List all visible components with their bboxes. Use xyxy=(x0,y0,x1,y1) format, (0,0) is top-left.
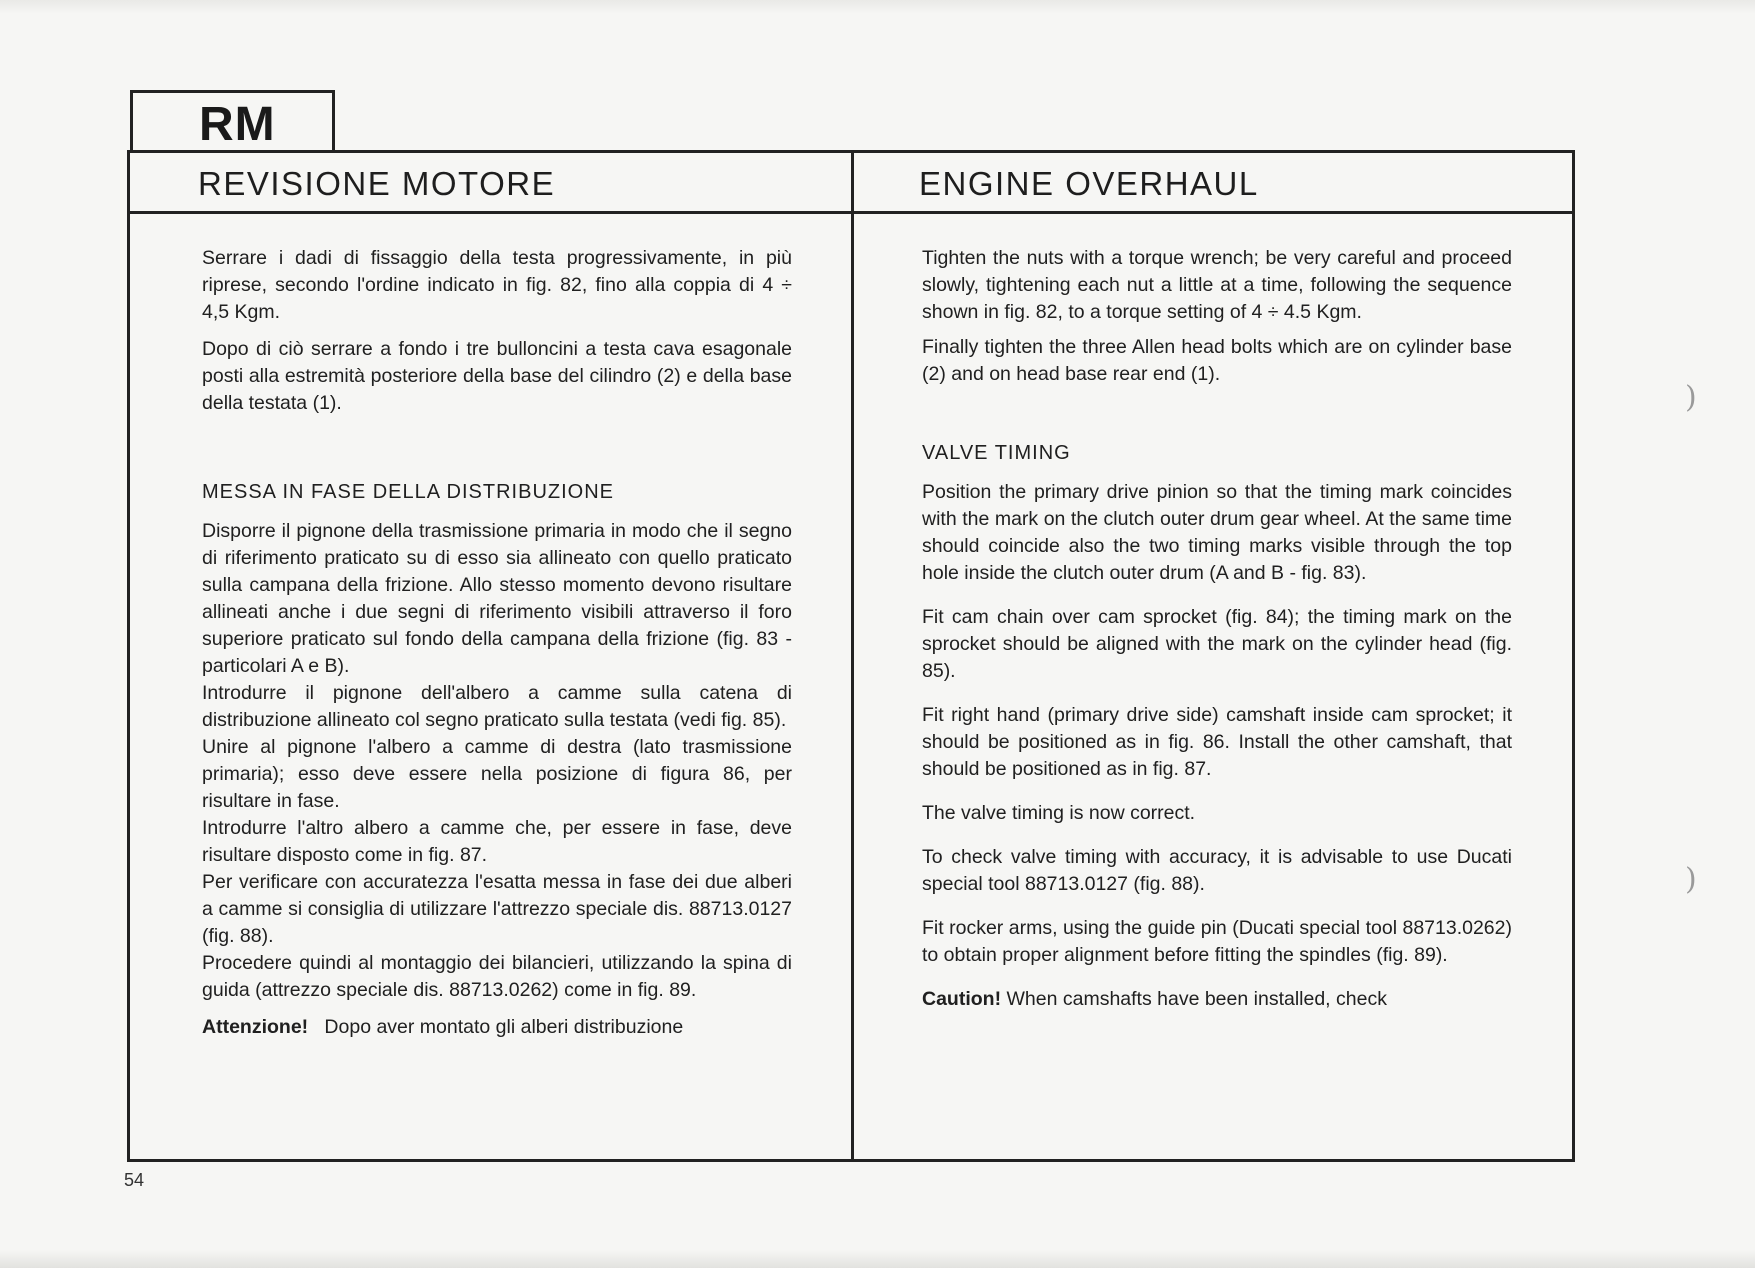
italian-column xyxy=(202,245,792,1051)
english-note-label: Caution! xyxy=(922,988,1002,1010)
italian-paragraph: Dopo di ciò serrare a fondo i tre bulloncini a testa cava esagonale posti alla estremità posteriore della base del cilindro (2) e della base della testata (1). xyxy=(202,338,792,414)
english-paragraph: Fit right hand (primary drive side) camshaft inside cam sprocket; it should be positioned as in fig. 86. Install the other camshaft, that should be positioned as in fig. 87. xyxy=(922,704,1512,780)
italian-paragraph: Procedere quindi al montaggio dei bilancieri, utilizzando la spina di guida (attrezzo speciale dis. 88713.0262) come in fig. 89. xyxy=(202,952,792,1001)
italian-paragraph: Unire al pignone l'albero a camme di destra (lato trasmissione primaria); esso deve essere nella posizione di figura 86, per risultare in fase. xyxy=(202,736,792,812)
page-edge-top xyxy=(0,0,1755,14)
section-tab xyxy=(130,90,335,152)
page-number: 54 xyxy=(124,1170,145,1190)
english-heading: ENGINE OVERHAUL xyxy=(919,165,1259,202)
italian-subheading: MESSA IN FASE DELLA DISTRIBUZIONE xyxy=(202,481,614,503)
english-note xyxy=(922,986,1512,1013)
italian-paragraph: Disporre il pignone della trasmissione primaria in modo che il segno di riferimento praticato su di esso sia allineato con quello praticato sulla campana della frizione. Allo stesso momento devono risultare allineati anche i due segni di riferimento visibili attraverso il foro superiore praticato sul fondo della campana della frizione (fig. 83 - particolari A e B). xyxy=(202,520,792,677)
english-note-text: When camshafts have been installed, check xyxy=(1006,988,1387,1010)
italian-paragraph: Introdurre il pignone dell'albero a camme sulla catena di distribuzione allineato col segno praticato sulla testata (vedi fig. 85). xyxy=(202,682,792,731)
english-paragraph: Fit cam chain over cam sprocket (fig. 84); the timing mark on the sprocket should be aligned with the mark on the cylinder head (fig. 85). xyxy=(922,606,1512,682)
english-paragraph: Fit rocker arms, using the guide pin (Ducati special tool 88713.0262) to obtain proper alignment before fitting the spindles (fig. 89). xyxy=(922,917,1512,966)
english-paragraph: Finally tighten the three Allen head bolts which are on cylinder base (2) and on head base rear end (1). xyxy=(922,336,1512,385)
binding-hole-mark: ) xyxy=(1685,380,1697,415)
column-divider xyxy=(851,153,854,1159)
italian-note-text: Dopo aver montato gli alberi distribuzione xyxy=(324,1016,684,1038)
italian-note-label: Attenzione! xyxy=(202,1016,309,1038)
page-edge-bottom xyxy=(0,1250,1755,1268)
content-frame xyxy=(127,150,1575,1162)
italian-paragraph: Per verificare con accuratezza l'esatta messa in fase dei due alberi a camme si consiglia di utilizzare l'attrezzo speciale dis. 88713.0127 (fig. 88). xyxy=(202,871,792,947)
english-paragraph: To check valve timing with accuracy, it is advisable to use Ducati special tool 88713.0127 (fig. 88). xyxy=(922,846,1512,895)
binding-hole-mark: ) xyxy=(1685,862,1697,897)
english-paragraph: Position the primary drive pinion so that the timing mark coincides with the mark on the clutch outer drum gear wheel. At the same time should coincide also the two timing marks visible through the top hole inside the clutch outer drum (A and B - fig. 83). xyxy=(922,481,1512,584)
english-paragraph: The valve timing is now correct. xyxy=(922,802,1196,824)
italian-paragraph: Introdurre l'altro albero a camme che, per essere in fase, deve risultare disposto come in fig. 87. xyxy=(202,817,792,866)
header-rule xyxy=(130,211,1572,214)
english-subheading: VALVE TIMING xyxy=(922,442,1071,464)
english-column xyxy=(922,245,1512,1030)
italian-paragraph: Serrare i dadi di fissaggio della testa progressivamente, in più riprese, secondo l'ordine indicato in fig. 82, fino alla coppia di 4 ÷ 4,5 Kgm. xyxy=(202,247,792,323)
italian-heading: REVISIONE MOTORE xyxy=(198,165,556,202)
section-code: RM xyxy=(199,98,276,151)
english-paragraph: Tighten the nuts with a torque wrench; be very careful and proceed slowly, tightening each nut a little at a time, following the sequence shown in fig. 82, to a torque setting of 4 ÷ 4.5 Kgm. xyxy=(922,247,1512,323)
italian-note xyxy=(202,1014,792,1041)
